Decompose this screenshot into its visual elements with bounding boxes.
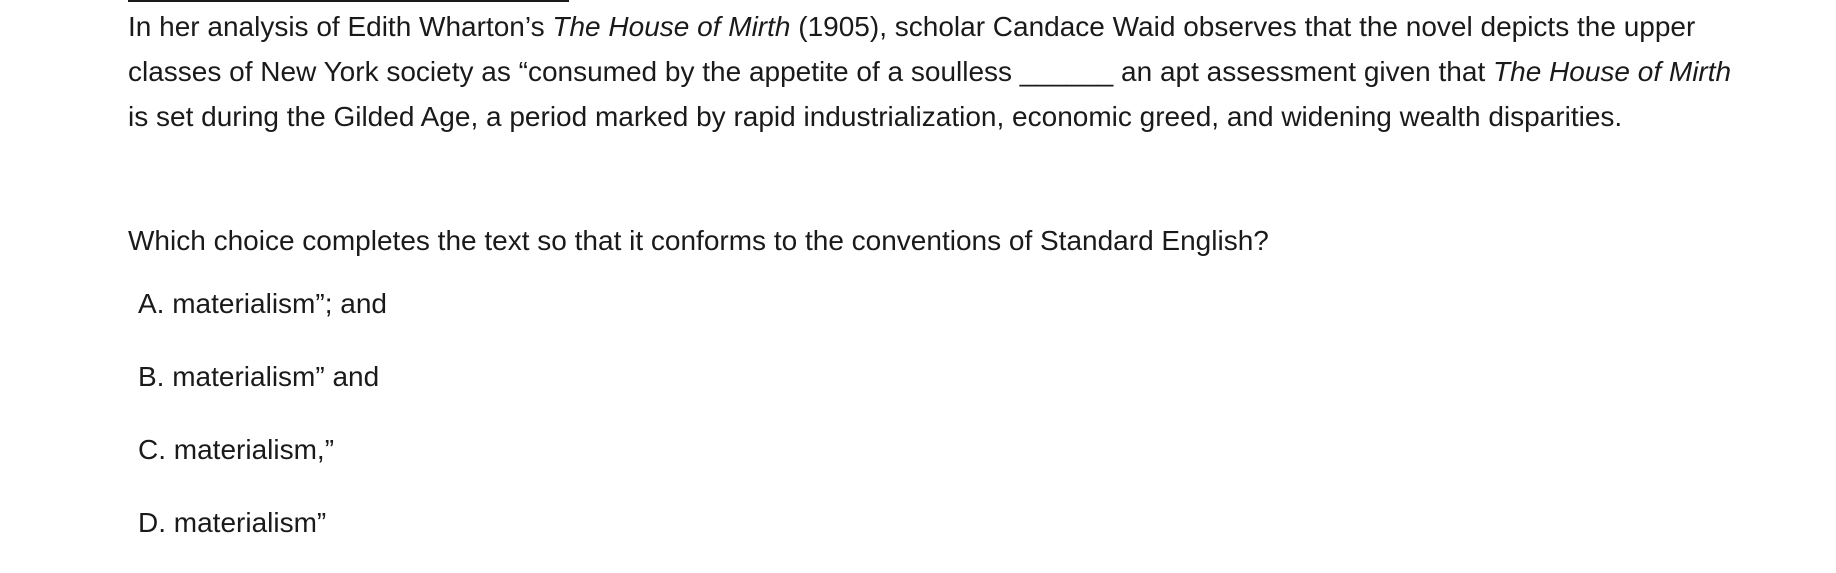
passage-text-part-3: is set during the Gilded Age, a period marked by rapid industrialization, economic greed, and widening wealth disparities. (128, 101, 1623, 132)
question-prompt: Which choice completes the text so that it conforms to the conventions of Standard English? (128, 225, 1269, 256)
answer-choices (138, 281, 387, 573)
book-title: The House of Mirth (552, 11, 791, 42)
choice-d[interactable]: D. materialism” (138, 507, 327, 538)
choice-a[interactable]: A. materialism”; and (138, 288, 387, 319)
choice-c[interactable]: C. materialism,” (138, 434, 335, 465)
top-divider (128, 0, 569, 2)
book-title: The House of Mirth (1493, 56, 1732, 87)
passage-text-part-1: In her analysis of Edith Wharton’s (128, 11, 553, 42)
passage-text (128, 4, 1748, 139)
choice-b[interactable]: B. materialism” and (138, 361, 380, 392)
passage-text-part-2: (1905), scholar Candace Waid observes that the novel depicts the upper classes of New York society as “consumed by the appetite of a soulless ______ an apt assessment given that (128, 11, 1696, 87)
